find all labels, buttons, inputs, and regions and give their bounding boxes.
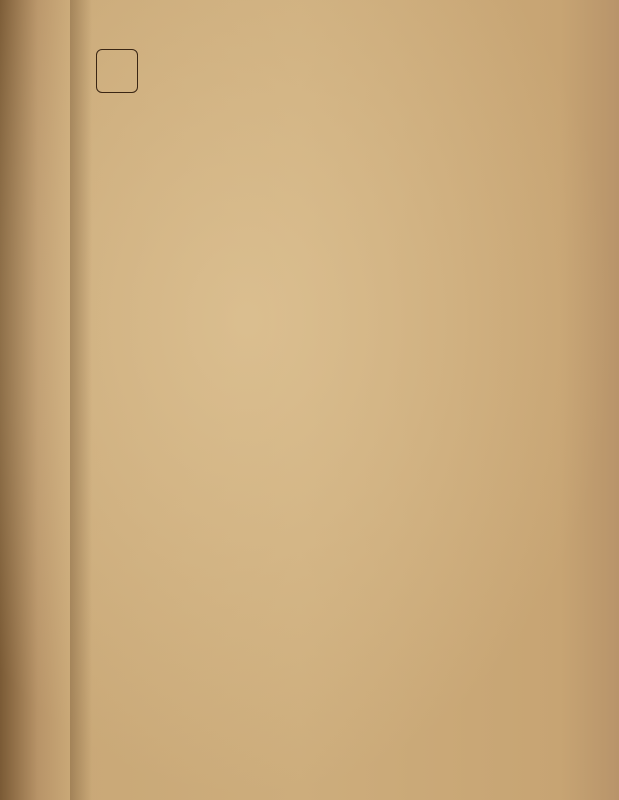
left-margin-bleed [0, 0, 72, 800]
page-gutter-shadow [70, 0, 92, 800]
drop-initial [96, 49, 138, 93]
page-body [96, 28, 571, 50]
page-footer [96, 718, 556, 738]
